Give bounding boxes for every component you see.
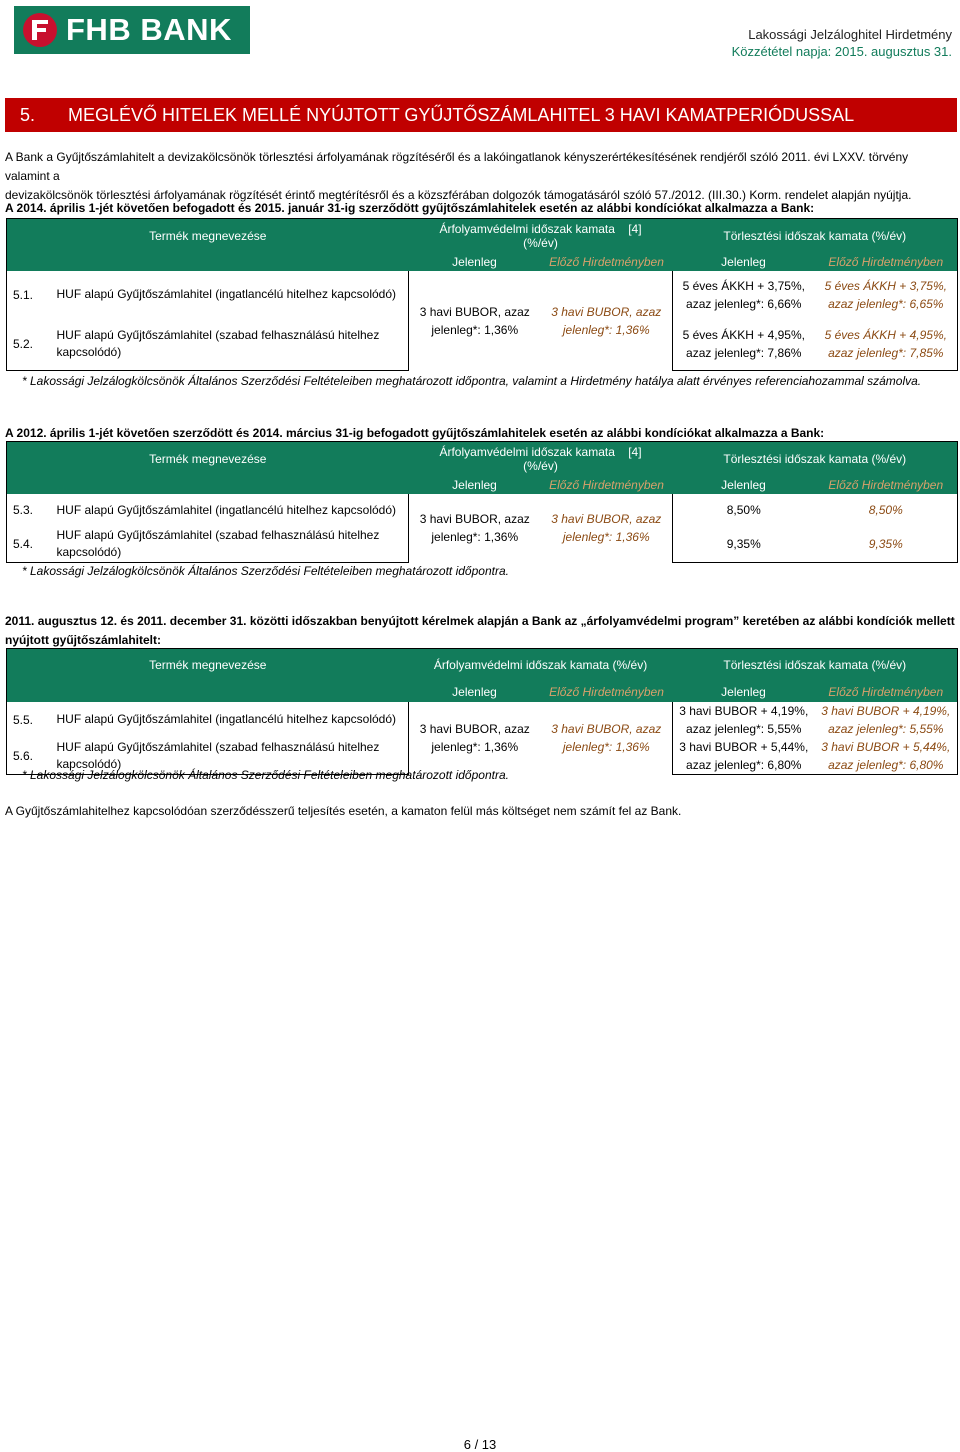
fx-current-header: Jelenleg <box>409 253 541 271</box>
fx-previous-header: Előző Hirdetményben <box>541 476 673 494</box>
intro-line-1: A Bank a Gyűjtőszámlahitelt a devizakölcsönök törlesztési árfolyamának rögzítéséről és a lakóingatlanok kényszerértékesítésének rendjéről szóló 2011. évi LXXV. törvény valamint a <box>5 150 909 183</box>
section-title: MEGLÉVŐ HITELEK MELLÉ NYÚJTOTT GYŰJTŐSZÁMLAHITEL 3 HAVI KAMATPERIÓDUSSAL <box>68 104 855 125</box>
fx-current-value: 3 havi BUBOR, azaz jelenleg*: 1,36% <box>409 271 541 371</box>
fx-current-header: Jelenleg <box>409 476 541 494</box>
table3-footnote: * Lakossági Jelzálogkölcsönök Általános Szerződési Feltételeiben meghatározott időpontra. <box>22 768 509 782</box>
col-repay-header: Törlesztési időszak kamata (%/év) <box>673 442 958 476</box>
document-title: Lakossági Jelzáloghitel Hirdetmény <box>748 27 952 42</box>
product-header-spacer <box>7 682 409 702</box>
intro-paragraph <box>5 148 955 205</box>
row-number: 5.3. <box>7 494 57 527</box>
repay-current-header: Jelenleg <box>673 682 815 702</box>
section-number: 5. <box>20 104 36 125</box>
fx-current-value: 3 havi BUBOR, azaz jelenleg*: 1,36% <box>409 494 541 563</box>
product-name: HUF alapú Gyűjtőszámlahitel (ingatlancélú hitelhez kapcsolódó) <box>56 502 397 517</box>
repay-current-value: 9,35% <box>673 527 815 563</box>
table2-heading: A 2012. április 1-jét követően szerződött és 2014. március 31-ig befogadott gyűjtőszámlahitelek esetén az alábbi kondíciókat alkalmazza a Bank: <box>5 426 825 440</box>
repay-current-value: 5 éves ÁKKH + 4,95%, azaz jelenleg*: 7,86% <box>673 319 815 371</box>
repay-previous-value: 3 havi BUBOR + 5,44%, azaz jelenleg*: 6,80% <box>815 738 958 775</box>
row-number: 5.1. <box>7 271 57 319</box>
fhb-logo-icon <box>18 10 62 50</box>
product-name: HUF alapú Gyűjtőszámlahitel (szabad felhasználású hitelhez kapcsolódó) <box>57 738 409 775</box>
fx-previous-header: Előző Hirdetményben <box>541 682 673 702</box>
fx-previous-value: 3 havi BUBOR, azaz jelenleg*: 1,36% <box>551 721 662 754</box>
repay-current-header: Jelenleg <box>673 476 815 494</box>
fx-current-value: 3 havi BUBOR, azaz jelenleg*: 1,36% <box>409 702 541 775</box>
rates-table-2 <box>6 441 958 563</box>
table1-heading: A 2014. április 1-jét követően befogadott és 2015. január 31-ig szerződött gyűjtőszámlahitelek esetén az alábbi kondíciókat alkalmazza a Bank: <box>5 201 815 215</box>
rates-table-3 <box>6 648 958 775</box>
repay-previous-header: Előző Hirdetményben <box>815 682 958 702</box>
row-number: 5.5. <box>7 702 57 738</box>
product-name: HUF alapú Gyűjtőszámlahitel (szabad felhasználású hitelhez kapcsolódó) <box>57 527 409 563</box>
product-name: HUF alapú Gyűjtőszámlahitel (ingatlancélú hitelhez kapcsolódó) <box>56 712 397 726</box>
product-name: HUF alapú Gyűjtőszámlahitel (szabad felhasználású hitelhez kapcsolódó) <box>57 319 409 371</box>
table-row <box>7 702 958 738</box>
repay-previous-value: 9,35% <box>815 527 958 563</box>
product-name: HUF alapú Gyűjtőszámlahitel (ingatlancélú hitelhez kapcsolódó) <box>56 287 397 301</box>
repay-previous-value: 8,50% <box>815 494 958 527</box>
col-repay-header: Törlesztési időszak kamata (%/év) <box>673 219 958 253</box>
publish-date: Közzététel napja: 2015. augusztus 31. <box>731 44 952 59</box>
repay-current-value: 8,50% <box>673 494 815 527</box>
col-product-header: Termék megnevezése <box>7 442 409 476</box>
repay-previous-value: 5 éves ÁKKH + 4,95%, azaz jelenleg*: 7,85% <box>815 319 958 371</box>
fx-previous-header: Előző Hirdetményben <box>541 253 673 271</box>
row-number: 5.4. <box>7 527 57 563</box>
repay-previous-value: 3 havi BUBOR + 4,19%, azaz jelenleg*: 5,55% <box>815 702 958 738</box>
col-product-header: Termék megnevezése <box>7 219 409 253</box>
col-fx-header: Árfolyamvédelmi időszak kamata [4] (%/év) <box>409 219 673 253</box>
row-number: 5.6. <box>7 738 57 775</box>
table2-footnote: * Lakossági Jelzálogkölcsönök Általános Szerződési Feltételeiben meghatározott időpontra. <box>22 564 509 578</box>
fx-previous-value: 3 havi BUBOR, azaz jelenleg*: 1,36% <box>551 512 662 544</box>
repay-previous-header: Előző Hirdetményben <box>815 253 958 271</box>
table1-footnote: * Lakossági Jelzálogkölcsönök Általános Szerződési Feltételeiben meghatározott időpontra, valamint a Hirdetmény hatálya alatt érvényes referenciahozammal számolva. <box>22 374 922 388</box>
col-fx-header: Árfolyamvédelmi időszak kamata [4] (%/év) <box>409 442 673 476</box>
logo-text: FHB BANK <box>66 12 232 47</box>
product-header-spacer <box>7 253 409 271</box>
bank-logo <box>14 6 250 54</box>
table-row <box>7 494 958 527</box>
table3-heading: 2011. augusztus 12. és 2011. december 31. közötti időszakban benyújtott kérelmek alapján a Bank az „árfolyamvédelmi program” keretében az alábbi kondíciók mellett nyújtott gyűjtőszámlahitelt: <box>5 614 955 647</box>
repay-current-value: 3 havi BUBOR + 4,19%, azaz jelenleg*: 5,55% <box>673 702 815 738</box>
fx-current-header: Jelenleg <box>409 682 541 702</box>
section-title-bar <box>5 98 957 132</box>
product-header-spacer <box>7 476 409 494</box>
row-number: 5.2. <box>7 319 57 371</box>
repay-current-header: Jelenleg <box>673 253 815 271</box>
repay-current-value: 3 havi BUBOR + 5,44%, azaz jelenleg*: 6,80% <box>673 738 815 775</box>
col-fx-header: Árfolyamvédelmi időszak kamata (%/év) <box>409 649 673 682</box>
closing-paragraph: A Gyűjtőszámlahitelhez kapcsolódóan szerződésszerű teljesítés esetén, a kamaton felül más költséget nem számít fel az Bank. <box>5 804 682 818</box>
fx-previous-value: 3 havi BUBOR, azaz jelenleg*: 1,36% <box>551 304 662 337</box>
page-number: 6 / 13 <box>463 1437 497 1452</box>
col-product-header: Termék megnevezése <box>7 649 409 682</box>
rates-table-1 <box>6 218 958 371</box>
intro-line-2: devizakölcsönök törlesztési árfolyamának rögzítését érintő megtérítésről és a közszférában dolgozók támogatásáról szóló 57./2012. (III.30.) Korm. rendelet alapján nyújtja. <box>5 188 912 202</box>
repay-current-value: 5 éves ÁKKH + 3,75%, azaz jelenleg*: 6,66% <box>673 271 815 319</box>
repay-previous-header: Előző Hirdetményben <box>815 476 958 494</box>
table-row <box>7 271 958 319</box>
repay-previous-value: 5 éves ÁKKH + 3,75%, azaz jelenleg*: 6,65% <box>815 271 958 319</box>
col-repay-header: Törlesztési időszak kamata (%/év) <box>673 649 958 682</box>
